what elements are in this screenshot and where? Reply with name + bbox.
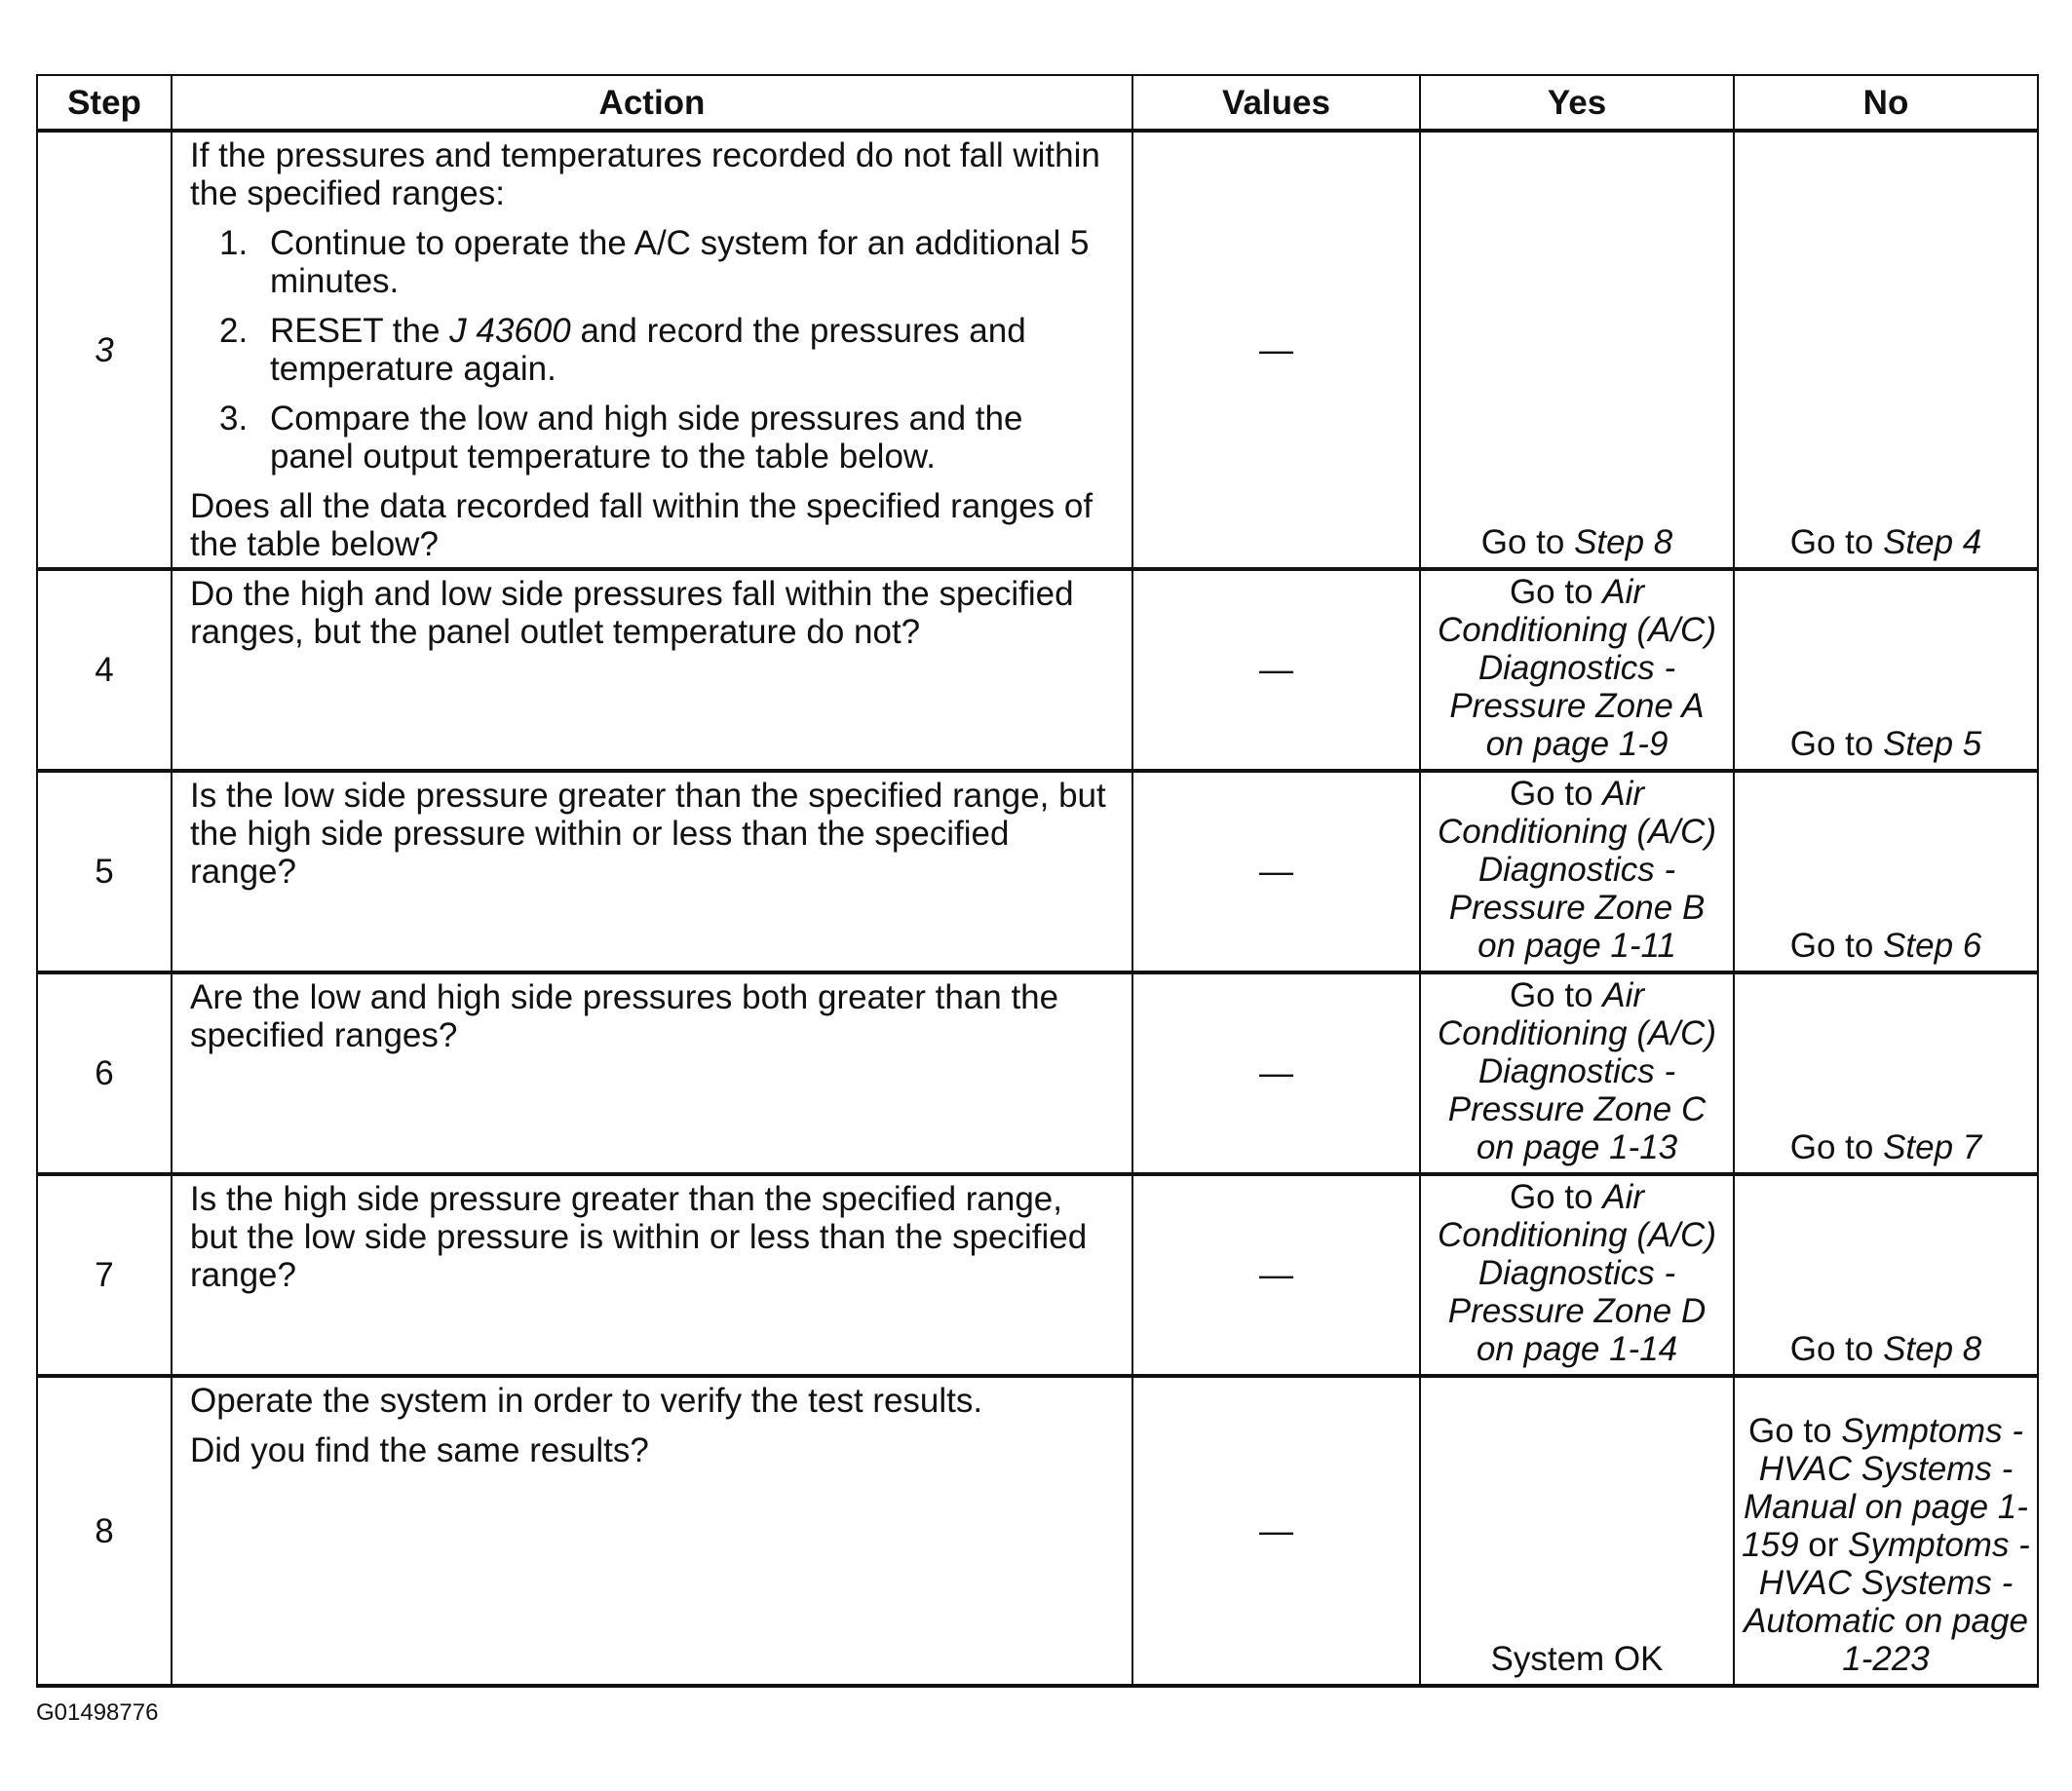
list-item-text-pre: RESET the	[270, 312, 450, 350]
list-item-text: Continue to operate the A/C system for an additional 5 minutes.	[270, 224, 1090, 300]
yes-cell	[1420, 771, 1734, 972]
yes-reference-link[interactable]: Step 8	[1574, 523, 1673, 561]
list-item-number: 1.	[219, 224, 249, 262]
figure-id: G01498776	[36, 1699, 159, 1726]
no-prefix: Go to	[1747, 1412, 1842, 1450]
action-intro: If the pressures and temperatures recorded do not fall within the specified ranges:	[190, 136, 1100, 212]
yes-reference-link[interactable]: Air Conditioning (A/C) Diagnostics - Pressure Zone A on page 1-9	[1438, 573, 1716, 763]
no-reference-link[interactable]: Step 5	[1883, 725, 1982, 763]
no-prefix: Go to	[1789, 1330, 1884, 1368]
no-reference-link-2[interactable]: Symptoms - HVAC Systems - Automatic on page 1-223	[1744, 1526, 2030, 1678]
yes-prefix: Go to	[1509, 573, 1603, 611]
no-prefix: Go to	[1789, 523, 1884, 561]
values-cell	[1132, 569, 1420, 771]
list-item	[190, 400, 1108, 476]
no-cell	[1734, 1376, 2038, 1686]
list-item	[190, 312, 1108, 388]
action-list	[190, 224, 1108, 476]
values-dash: —	[1259, 1054, 1293, 1092]
action-cell	[172, 131, 1132, 569]
table-row	[37, 972, 2038, 1174]
list-item-number: 3.	[219, 400, 249, 438]
header-values: Values	[1132, 75, 1420, 131]
action-question: Are the low and high side pressures both greater than the specified ranges?	[190, 978, 1059, 1054]
step-number: 6	[37, 972, 172, 1174]
action-cell	[172, 1174, 1132, 1376]
yes-cell	[1420, 131, 1734, 569]
yes-cell	[1420, 1376, 1734, 1686]
values-dash: —	[1259, 853, 1293, 891]
header-action: Action	[172, 75, 1132, 131]
action-question: Did you find the same results?	[190, 1431, 649, 1469]
values-dash: —	[1259, 330, 1293, 369]
step-number: 3	[37, 131, 172, 569]
action-question: Do the high and low side pressures fall within the specified ranges, but the panel outlet temperature do not?	[190, 575, 1074, 651]
action-cell	[172, 569, 1132, 771]
no-cell	[1734, 972, 2038, 1174]
values-cell	[1132, 1174, 1420, 1376]
list-item-number: 2.	[219, 312, 249, 350]
list-item-text-post: and record the pressures and temperature again.	[270, 312, 1026, 388]
yes-cell	[1420, 569, 1734, 771]
table-row	[37, 1174, 2038, 1376]
table-row	[37, 569, 2038, 771]
no-mid-text: or	[1798, 1526, 1849, 1564]
yes-cell	[1420, 1174, 1734, 1376]
list-item	[190, 224, 1108, 300]
action-question: Is the high side pressure greater than the specified range, but the low side pressure is within or less than the specified range?	[190, 1180, 1088, 1294]
no-cell	[1734, 771, 2038, 972]
values-cell	[1132, 972, 1420, 1174]
diagnostic-table	[36, 74, 2039, 1688]
no-reference-link[interactable]: Step 7	[1883, 1128, 1982, 1166]
step-number: 7	[37, 1174, 172, 1376]
tool-number: J 43600	[449, 312, 571, 350]
no-cell	[1734, 569, 2038, 771]
table-row	[37, 771, 2038, 972]
no-prefix: Go to	[1789, 725, 1884, 763]
yes-prefix: Go to	[1509, 1178, 1603, 1216]
table-row	[37, 1376, 2038, 1686]
no-prefix: Go to	[1789, 927, 1884, 965]
yes-reference-link[interactable]: Air Conditioning (A/C) Diagnostics - Pressure Zone B on page 1-11	[1438, 775, 1716, 965]
no-reference-link[interactable]: Step 6	[1883, 927, 1982, 965]
action-cell	[172, 1376, 1132, 1686]
action-cell	[172, 771, 1132, 972]
no-prefix: Go to	[1789, 1128, 1884, 1166]
step-number: 8	[37, 1376, 172, 1686]
values-dash: —	[1259, 651, 1293, 689]
yes-reference-link[interactable]: Air Conditioning (A/C) Diagnostics - Pressure Zone D on page 1-14	[1438, 1178, 1716, 1368]
action-question: Is the low side pressure greater than the specified range, but the high side pressure within or less than the specified range?	[190, 777, 1106, 891]
yes-cell	[1420, 972, 1734, 1174]
yes-prefix: Go to	[1480, 523, 1575, 561]
no-reference-link[interactable]: Symptoms - HVAC Systems - Manual on page 1-159	[1742, 1412, 2028, 1564]
list-item-text: Compare the low and high side pressures and the panel output temperature to the table below.	[270, 400, 1023, 476]
values-cell	[1132, 771, 1420, 972]
yes-result: System OK	[1490, 1640, 1664, 1678]
values-cell	[1132, 131, 1420, 569]
header-step: Step	[37, 75, 172, 131]
no-cell	[1734, 131, 2038, 569]
step-number: 4	[37, 569, 172, 771]
yes-prefix: Go to	[1509, 775, 1603, 813]
action-cell	[172, 972, 1132, 1174]
yes-reference-link[interactable]: Air Conditioning (A/C) Diagnostics - Pressure Zone C on page 1-13	[1438, 976, 1716, 1166]
action-intro: Operate the system in order to verify the test results.	[190, 1382, 983, 1420]
values-dash: —	[1259, 1256, 1293, 1294]
no-reference-link[interactable]: Step 4	[1883, 523, 1982, 561]
header-row	[37, 75, 2038, 131]
values-cell	[1132, 1376, 1420, 1686]
header-no: No	[1734, 75, 2038, 131]
no-cell	[1734, 1174, 2038, 1376]
header-yes: Yes	[1420, 75, 1734, 131]
no-reference-link[interactable]: Step 8	[1883, 1330, 1982, 1368]
values-dash: —	[1259, 1511, 1293, 1550]
action-question: Does all the data recorded fall within the specified ranges of the table below?	[190, 487, 1094, 563]
yes-prefix: Go to	[1509, 976, 1603, 1014]
step-number: 5	[37, 771, 172, 972]
table-row	[37, 131, 2038, 569]
